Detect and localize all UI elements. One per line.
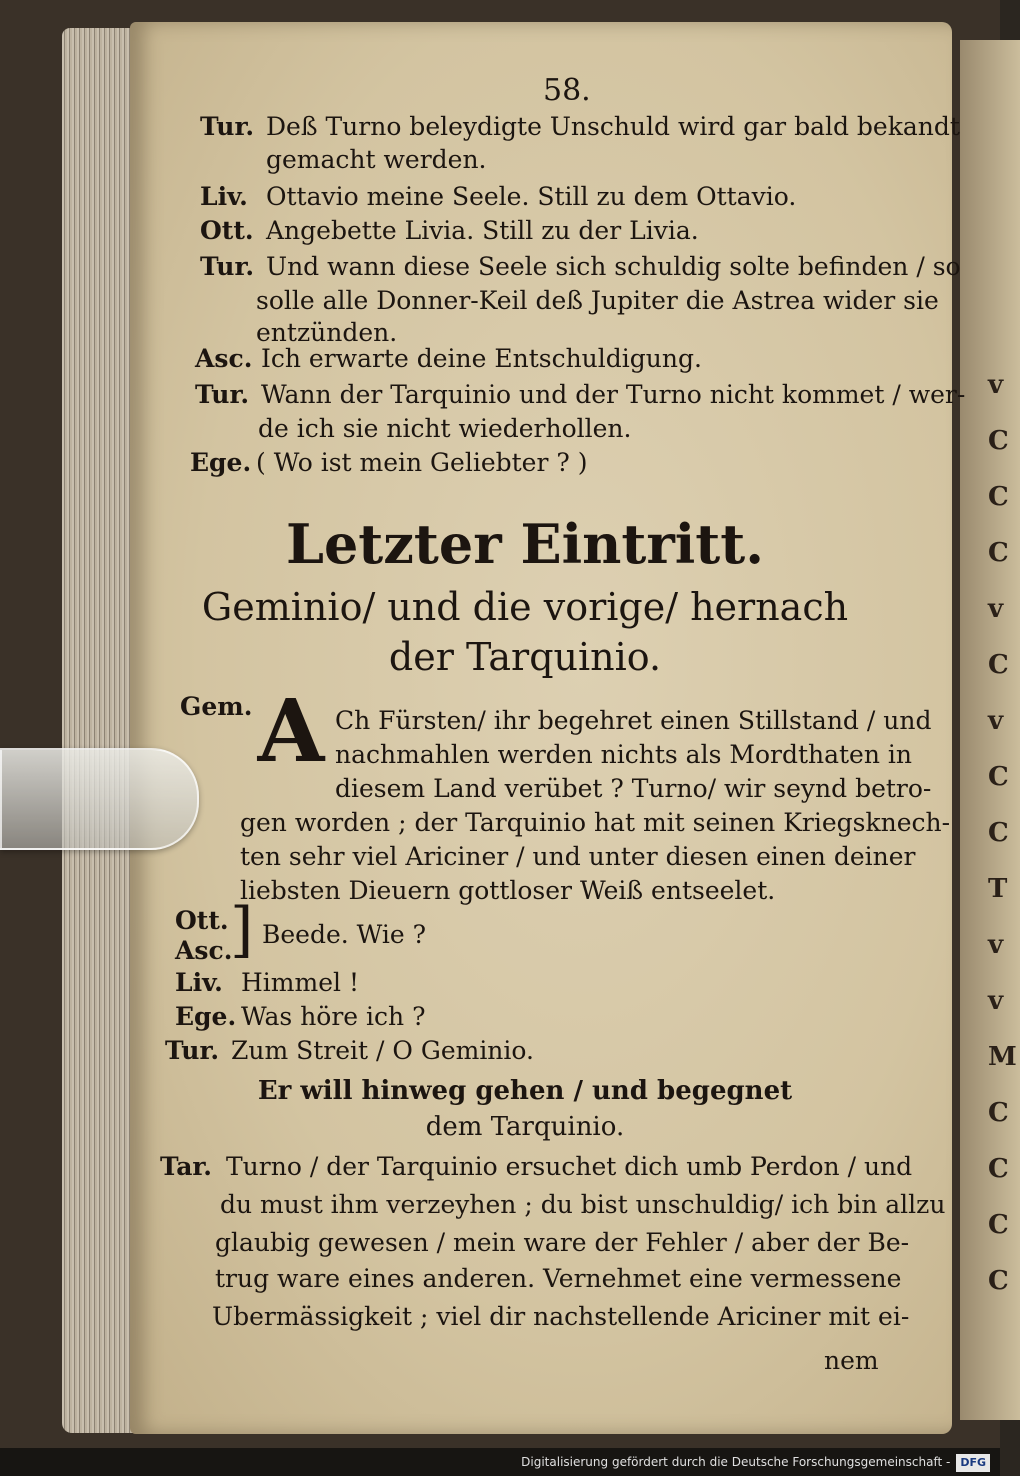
speaker: Ege. bbox=[175, 1002, 237, 1031]
dialogue-line bbox=[165, 1034, 534, 1067]
speaker: Gem. bbox=[180, 692, 253, 721]
page-number: 58. bbox=[543, 73, 591, 108]
adjacent-page-letter: C bbox=[988, 426, 1009, 456]
dialogue-line bbox=[200, 180, 796, 213]
scene-title: Letzter Eintritt. bbox=[285, 512, 764, 576]
adjacent-page-letter: C bbox=[988, 762, 1009, 792]
adjacent-page-letter: C bbox=[988, 650, 1009, 680]
speech: Ich erwarte deine Entschuldigung. bbox=[261, 344, 702, 373]
stage-direction-cont: dem Tarquinio. bbox=[425, 1112, 625, 1142]
footer-credit: Digitalisierung gefördert durch die Deutsche Forschungsgemeinschaft - bbox=[521, 1455, 951, 1469]
speech: Und wann diese Seele sich schuldig solte befinden / so bbox=[266, 252, 961, 281]
speaker: Tur. bbox=[200, 252, 255, 281]
speech-continuation: gemacht werden. bbox=[266, 145, 487, 174]
adjacent-page-letter: C bbox=[988, 1266, 1009, 1296]
speech: ( Wo ist mein Geliebter ? ) bbox=[256, 448, 588, 477]
speech: Wann der Tarquinio und der Turno nicht kommet / wer- bbox=[261, 380, 966, 409]
adjacent-page-letter: C bbox=[988, 1098, 1009, 1128]
speaker: Ege. bbox=[190, 448, 252, 477]
speech-continuation: solle alle Donner-Keil deß Jupiter die Astrea wider sie bbox=[256, 286, 939, 315]
adjacent-page-letter: C bbox=[988, 818, 1009, 848]
adjacent-page-letter: v bbox=[988, 930, 1004, 960]
speaker: Asc. bbox=[195, 344, 253, 373]
adjacent-page-letter: T bbox=[988, 874, 1008, 904]
brace-icon: ] bbox=[230, 895, 254, 965]
speech-line: Ch Fürsten/ ihr begehret einen Stillstand / und bbox=[335, 706, 932, 735]
decorated-initial: A bbox=[257, 681, 325, 782]
speech-line: trug ware eines anderen. Vernehmet eine vermessene bbox=[215, 1264, 902, 1293]
speech-line: liebsten Dieuern gottloser Weiß entseelet. bbox=[240, 876, 776, 905]
stage-direction: Er will hinweg gehen / und begegnet bbox=[257, 1076, 793, 1106]
adjacent-page-letter: C bbox=[988, 482, 1009, 512]
dialogue-line bbox=[200, 214, 699, 247]
speech-line: du must ihm verzeyhen ; du bist unschuldig/ ich bin allzu bbox=[220, 1190, 946, 1219]
speaker: Ott. bbox=[200, 216, 254, 245]
dfg-logo: DFG bbox=[956, 1454, 990, 1472]
dialogue-line bbox=[200, 110, 960, 143]
speech-line: ten sehr viel Ariciner / und unter diesen einen deiner bbox=[240, 842, 916, 871]
speech: Himmel ! bbox=[241, 968, 359, 997]
speech-line: diesem Land verübet ? Turno/ wir seynd betro- bbox=[335, 774, 932, 803]
adjacent-page-letter: C bbox=[988, 538, 1009, 568]
catchword: nem bbox=[824, 1346, 879, 1375]
dialogue-line bbox=[200, 250, 961, 283]
adjacent-page-letter: C bbox=[988, 1154, 1009, 1184]
speech: Turno / der Tarquinio ersuchet dich umb Perdon / und bbox=[226, 1152, 913, 1181]
adjacent-page-letter: v bbox=[988, 594, 1004, 624]
speech: Ottavio meine Seele. Still zu dem Ottavio. bbox=[266, 182, 797, 211]
speech: Zum Streit / O Geminio. bbox=[231, 1036, 534, 1065]
speaker: Tur. bbox=[165, 1036, 220, 1065]
speaker: Tur. bbox=[200, 112, 255, 141]
adjacent-page-letter: C bbox=[988, 1210, 1009, 1240]
speech-line: glaubig gewesen / mein ware der Fehler / aber der Be- bbox=[215, 1228, 910, 1257]
page-holder-clip bbox=[0, 748, 199, 850]
dialogue-line bbox=[190, 446, 587, 479]
dialogue-line bbox=[195, 378, 965, 411]
dialogue-line bbox=[195, 342, 702, 375]
dialogue-line bbox=[175, 1000, 426, 1033]
adjacent-page-letter: v bbox=[988, 706, 1004, 736]
speech-continuation: entzünden. bbox=[256, 318, 398, 347]
dialogue-line bbox=[160, 1150, 912, 1183]
speech: Deß Turno beleydigte Unschuld wird gar bald bekandt bbox=[266, 112, 960, 141]
speaker: Liv. bbox=[200, 182, 248, 211]
speaker: Liv. bbox=[175, 968, 223, 997]
speech-line: nachmahlen werden nichts als Mordthaten in bbox=[335, 740, 912, 769]
speech: Angebette Livia. Still zu der Livia. bbox=[266, 216, 699, 245]
speech: Was höre ich ? bbox=[241, 1002, 426, 1031]
speaker: Asc. bbox=[175, 936, 233, 965]
speaker: Tur. bbox=[195, 380, 250, 409]
adjacent-page-letter: v bbox=[988, 370, 1004, 400]
adjacent-page-letter: M bbox=[988, 1042, 1017, 1072]
speech-line: Ubermässigkeit ; viel dir nachstellende Ariciner mit ei- bbox=[212, 1302, 910, 1331]
scene-characters: Geminio/ und die vorige/ hernach bbox=[201, 585, 849, 629]
adjacent-page-letter: v bbox=[988, 986, 1004, 1016]
footer-bar bbox=[0, 1448, 1000, 1476]
speech: Beede. Wie ? bbox=[262, 920, 427, 949]
speech-line: gen worden ; der Tarquinio hat mit seinen Kriegsknech- bbox=[240, 808, 951, 837]
adjacent-page-edge bbox=[960, 40, 1020, 1420]
speaker: Ott. bbox=[175, 906, 229, 935]
dialogue-line bbox=[175, 966, 359, 999]
speaker: Tar. bbox=[160, 1152, 212, 1181]
scene-characters-cont: der Tarquinio. bbox=[388, 635, 662, 679]
speech-continuation: de ich sie nicht wiederhollen. bbox=[258, 414, 632, 443]
